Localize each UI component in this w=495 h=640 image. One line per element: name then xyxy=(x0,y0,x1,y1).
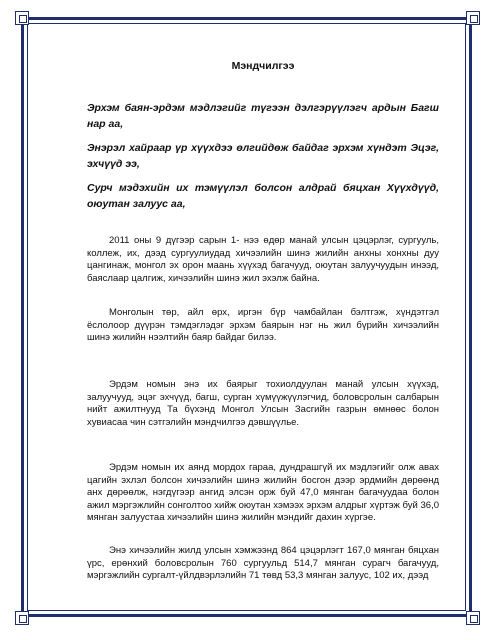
paragraph-1: 2011 оны 9 дүгээр сарын 1- нээ өдөр манай улсын цэцэрлэг, сургууль, коллеж, их, дээд сургуулиудад хичээлийн шинэ жилийн анхны хонхны дуу цангинаж, монгол эх орон маань хүүхэд багачууд, оюутан залуучуудын инээд, баяслаар цалгиж, хичээлийн шинэ жил эхэлж байна. xyxy=(87,235,439,284)
border-corner-bottom-right xyxy=(466,611,480,625)
paragraph-5: Энэ хичээлийн жилд улсын хэмжээнд 864 цэцэрлэгт 167,0 мянган бяцхан үрс, ерөнхий боловсролын 760 сургуульд 514,7 мянган сурагч багачууд, мэргэжлийн сургалт-үйлдвэрлэлийн 71 төвд 53,3 мянган залуус, 102 их, дээд xyxy=(87,545,439,581)
greeting-students: Сурч мэдэхийн их тэмүүлэл болсон алдрай бяцхан Хүүхдүүд, оюутан залуус аа, xyxy=(87,182,439,210)
greeting-parents: Энэрэл хайраар үр хүүхдээ өлгийдөж байдаг эрхэм хүндэт Эцэг, эхчүүд ээ, xyxy=(87,142,439,170)
paragraph-4: Эрдэм номын их аянд мордох гараа, дундрашгүй их мэдлэгийг олж авах цагийн эхлэл болсон хичээлийн шинэ жилийн босгон дээр эрдмийн дөрөөнд анх дөрөөлж, нэгдүгээр ангид элсэн орж буй 47,0 мянган багачуудаа болон ажил мэргэжлийн сонголтоо хийж оюутан хэмээх эрхэм алдрыг хүртэж буй 36,0 мянган залуустаа хичээлийн шинэ жилийн мэндийг дахин хүргэе. xyxy=(87,462,439,523)
document-title: Мэндчилгээ xyxy=(231,60,295,72)
paragraph-3: Эрдэм номын энэ их баярыг тохиолдуулан манай улсын хүүхэд, залуучууд, эцэг эхчүүд, багш, сурган хүмүүжүүлэгчид, боловсролын салбарын нийт ажилтнууд Та бүхэнд Монгол Улсын Засгийн газрын өмнөөс болон хувиасаа чин сэтгэлийн мэндчилгээ дэвшүүлье. xyxy=(87,379,439,428)
greeting-teachers: Эрхэм баян-эрдэм мэдлэгийг түгээн дэлгэрүүлэгч ардын Багш нар аа, xyxy=(87,102,439,130)
paragraph-2: Монголын төр, айл өрх, иргэн бүр чамбайлан бэлтгэж, хүндэтгэл ёслолоор дүүрэн тэмдэглэдэг эрхэм баярын нэг нь жил бүрийн хичээлийн шинэ жилийн нээлтийн баяр байдаг билээ. xyxy=(87,307,439,343)
border-corner-top-right xyxy=(466,11,480,25)
border-corner-top-left xyxy=(15,11,29,25)
border-corner-bottom-left xyxy=(15,611,29,625)
